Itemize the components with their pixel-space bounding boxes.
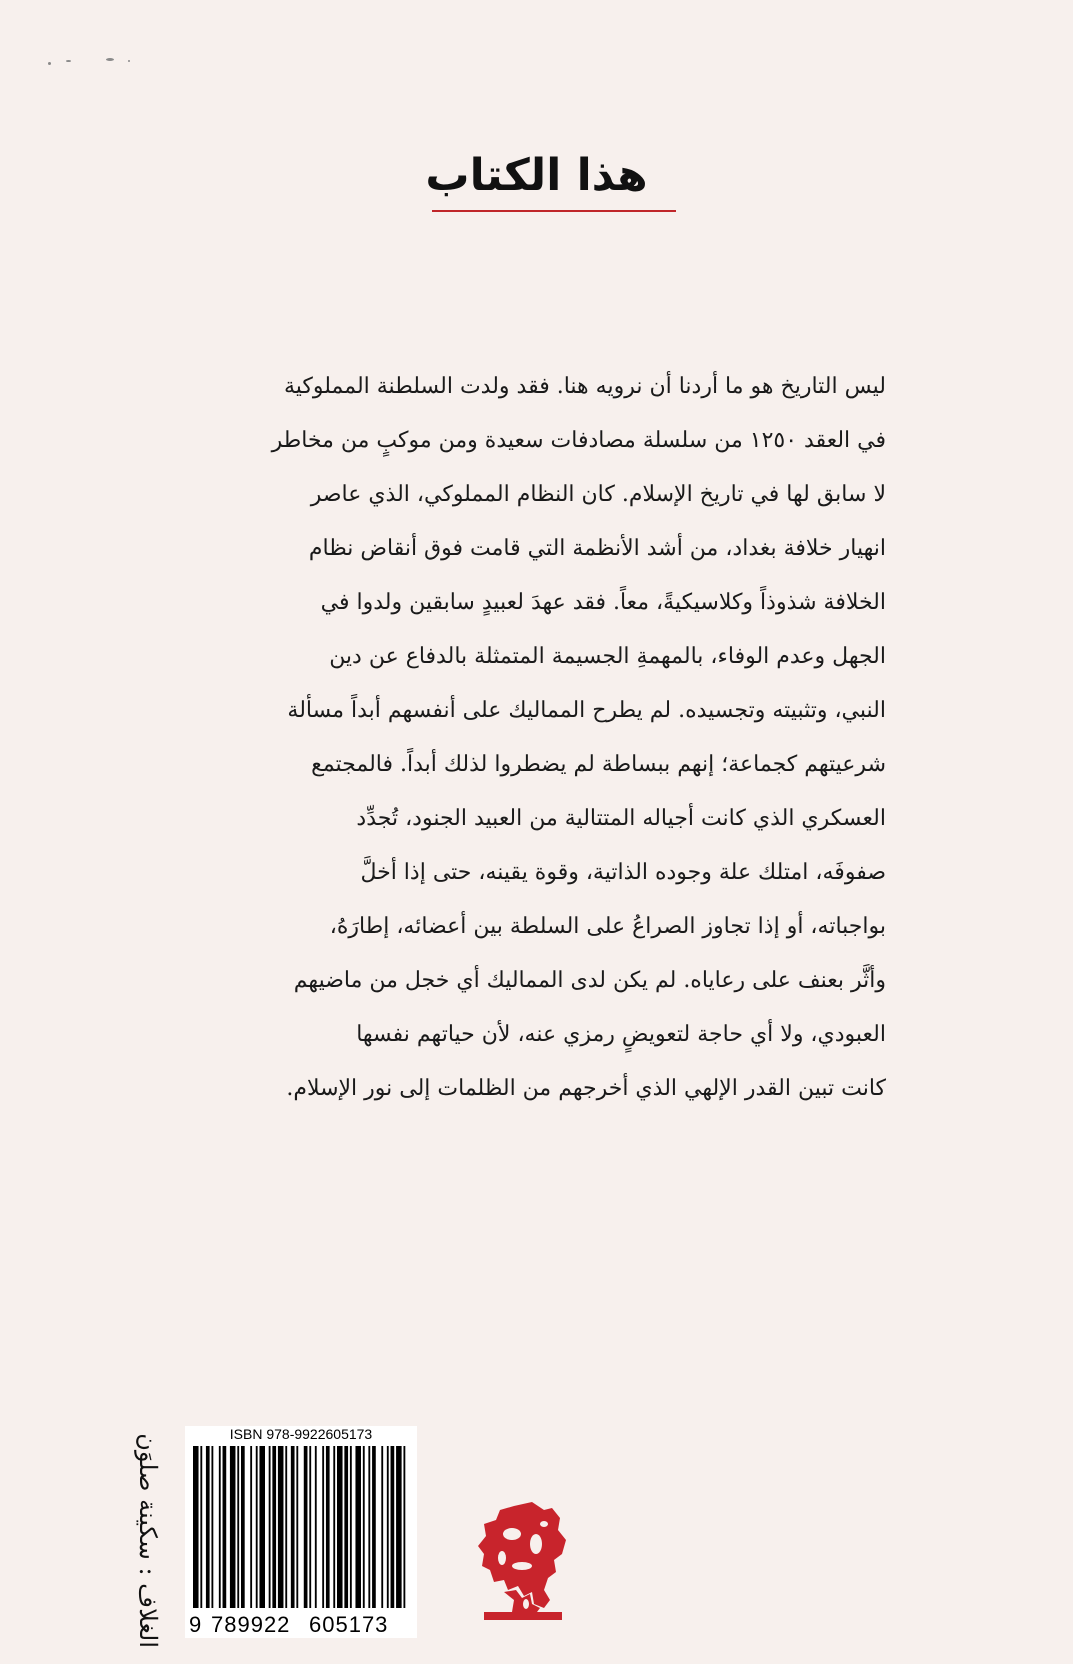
barcode-bar <box>237 1446 239 1608</box>
blurb-line: النبي، وتثبيته وتجسيده. لم يطرح المماليك على أنفسهم أبداً مسألة <box>287 698 886 723</box>
barcode-bar <box>241 1446 245 1608</box>
barcode-digit-lead: 9 <box>189 1612 202 1637</box>
barcode-bar <box>309 1446 311 1608</box>
title-underline <box>432 210 676 212</box>
blurb-line: كانت تبين القدر الإلهي الذي أخرجهم من الظلمات إلى نور الإسلام. <box>286 1076 886 1101</box>
blurb-line: العسكري الذي كانت أجياله المتتالية من العبيد الجنود، تُجدِّد <box>356 806 886 831</box>
barcode-bar <box>250 1446 252 1608</box>
barcode-bar <box>363 1446 365 1608</box>
paper-speck <box>106 58 114 61</box>
barcode-bar <box>387 1446 389 1608</box>
barcode-bar <box>211 1446 213 1608</box>
barcode-bar <box>206 1446 210 1608</box>
blurb-line: صفوفَه، امتلك علة وجوده الذاتية، وقوة يقينه، حتى إذا أخلَّ <box>360 860 886 885</box>
barcode-bar <box>259 1446 265 1608</box>
barcode-bar <box>326 1446 330 1608</box>
barcode-bar <box>337 1446 343 1608</box>
cover-credit: الغلاف : سكينة صلوَن <box>134 1433 162 1648</box>
barcode-bar <box>230 1446 236 1608</box>
blurb-line: وأثَّر بعنف على رعاياه. لم يكن لدى المماليك أي خجل من ماضيهم <box>293 968 886 993</box>
blurb-line: العبودي، ولا أي حاجة لتعويضٍ رمزي عنه، لأن حياتهم نفسها <box>356 1022 886 1047</box>
barcode-bar <box>285 1446 287 1608</box>
barcode-bars <box>193 1446 409 1608</box>
barcode-bar <box>381 1446 383 1608</box>
barcode-bar <box>333 1446 335 1608</box>
barcode-bar <box>350 1446 352 1608</box>
isbn-barcode <box>185 1426 417 1638</box>
blurb-line: الجهل وعدم الوفاء، بالمهمةِ الجسيمة المتمثلة بالدفاع عن دين <box>329 644 886 669</box>
barcode-digits-right: 605173 <box>309 1612 389 1637</box>
barcode-bar <box>272 1446 276 1608</box>
barcode-bar <box>291 1446 295 1608</box>
blurb-line: انهيار خلافة بغداد، من أشد الأنظمة التي قامت فوق أنقاض نظام <box>308 536 886 561</box>
barcode-digits <box>185 1612 417 1636</box>
barcode-bar <box>355 1446 361 1608</box>
barcode-bar <box>344 1446 348 1608</box>
barcode-bar <box>368 1446 370 1608</box>
blurb-line: ليس التاريخ هو ما أردنا أن نرويه هنا. فقد ولدت السلطنة المملوكية <box>283 374 886 399</box>
barcode-bar <box>372 1446 376 1608</box>
barcode-bar <box>403 1446 405 1608</box>
barcode-bar <box>223 1446 227 1608</box>
blurb-line: لا سابق لها في تاريخ الإسلام. كان النظام المملوكي، الذي عاصر <box>310 482 886 507</box>
barcode-bar <box>296 1446 298 1608</box>
blurb-line: في العقد ١٢٥٠ من سلسلة مصادفات سعيدة ومن موكبٍ من مخاطر <box>271 428 886 453</box>
blurb-line: الخلافة شذوذاً وكلاسيكيةً، معاً. فقد عهدَ لعبيدٍ سابقين ولدوا في <box>320 590 886 615</box>
paper-speck <box>66 60 71 62</box>
barcode-bar <box>396 1446 402 1608</box>
barcode-bar <box>256 1446 258 1608</box>
barcode-bar <box>322 1446 324 1608</box>
page-title: هذا الكتاب <box>425 150 648 201</box>
barcode-bar <box>193 1446 199 1608</box>
barcode-bar <box>219 1446 221 1608</box>
publisher-logo-icon <box>474 1500 570 1622</box>
barcode-bar <box>315 1446 317 1608</box>
paper-speck <box>48 62 51 65</box>
blurb-line: شرعيتهم كجماعة؛ إنهم ببساطة لم يضطروا لذلك أبداً. فالمجتمع <box>311 752 886 777</box>
barcode-bar <box>200 1446 202 1608</box>
isbn-label: ISBN 978-9922605173 <box>229 1426 373 1442</box>
barcode-bar <box>304 1446 308 1608</box>
barcode-bar <box>391 1446 395 1608</box>
blurb-text <box>186 360 886 1116</box>
barcode-bar <box>269 1446 271 1608</box>
paper-speck <box>128 60 130 62</box>
barcode-digits-left: 789922 <box>211 1612 291 1637</box>
barcode-bar <box>278 1446 284 1608</box>
blurb-line: بواجباته، أو إذا تجاوز الصراعُ على السلطة بين أعضائه، إطارَهُ، <box>329 914 886 939</box>
